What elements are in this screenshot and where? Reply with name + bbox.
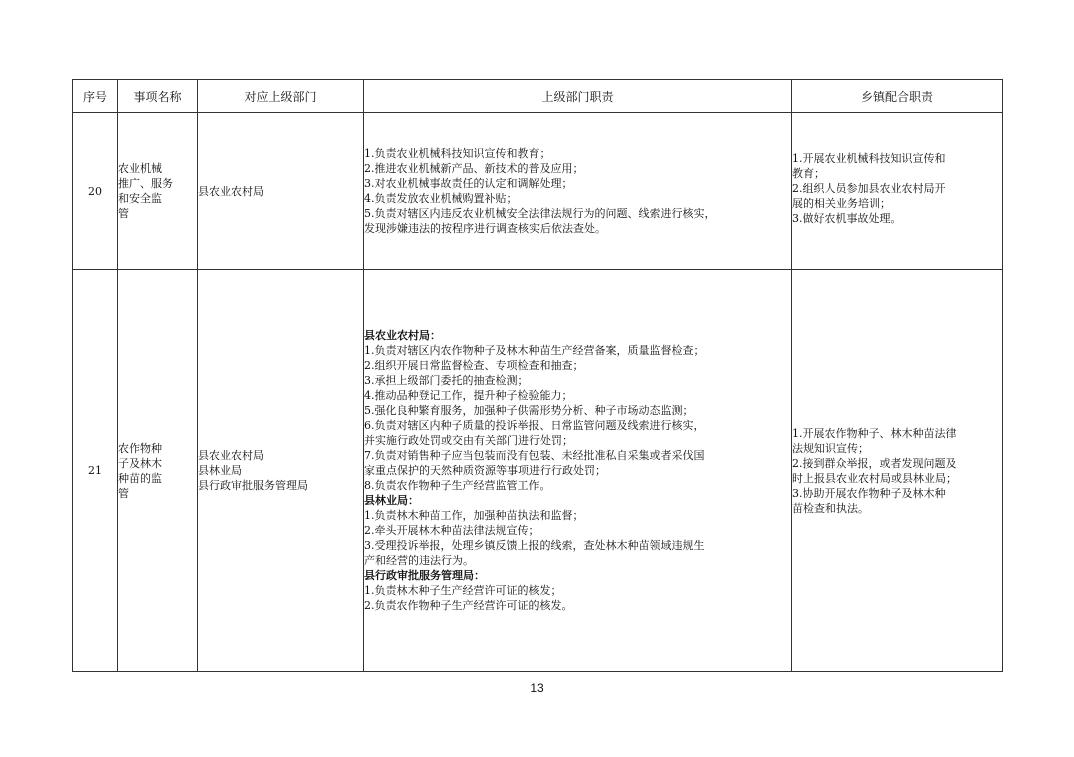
header-town-duty: 乡镇配合职责 bbox=[792, 80, 1003, 113]
row-number: 20 bbox=[88, 184, 102, 198]
town-duty-line: 2.组织人员参加县农业农村局开 bbox=[792, 181, 946, 195]
duty-line: 家重点保护的天然种质资源等事项进行行政处罚； bbox=[364, 464, 606, 477]
duty-line: 产和经营的违法行为。 bbox=[364, 554, 474, 567]
page-number: 13 bbox=[530, 681, 544, 695]
town-duty-line: 苗检查和执法。 bbox=[792, 501, 869, 515]
duty-line: 发现涉嫌违法的按程序进行调查核实后依法查处。 bbox=[364, 222, 606, 235]
duty-line: 2.推进农业机械新产品、新技术的普及应用； bbox=[364, 162, 584, 175]
duty-line: 5.负责对辖区内违反农业机械安全法律法规行为的问题、线索进行核实， bbox=[364, 207, 716, 220]
duty-line: 2.牵头开展林木种苗法律法规宣传； bbox=[364, 524, 540, 537]
duty-line: 1.负责林木种苗工作，加强种苗执法和监督； bbox=[364, 509, 584, 522]
duty-line: 3.对农业机械事故责任的认定和调解处理； bbox=[364, 177, 573, 190]
row-number-cell bbox=[73, 270, 118, 672]
superior-dept-line: 县农业农村局 bbox=[198, 184, 264, 198]
item-name-line: 和安全监 bbox=[118, 192, 162, 205]
duty-line: 1.负责林木种子生产经营许可证的核发； bbox=[364, 584, 562, 597]
duty-line: 4.推动品种登记工作，提升种子检验能力； bbox=[364, 389, 573, 402]
town-duty-list bbox=[792, 151, 1002, 226]
duty-line: 1.负责农业机械科技知识宣传和教育； bbox=[364, 147, 551, 160]
duty-table bbox=[72, 79, 1003, 672]
duty-line: 7.负责对销售种子应当包装而没有包装、未经批准私自采集或者采伐国 bbox=[364, 449, 705, 462]
row-number-cell bbox=[73, 113, 118, 270]
town-duty-cell bbox=[792, 270, 1003, 672]
header-superior-duty: 上级部门职责 bbox=[364, 80, 792, 113]
town-duty-line: 1.开展农作物种子、林木种苗法律 bbox=[792, 426, 957, 440]
header-superior-dept: 对应上级部门 bbox=[198, 80, 364, 113]
table-row bbox=[73, 270, 1003, 672]
item-name-line: 管 bbox=[118, 207, 129, 220]
item-name-line: 推广、服务 bbox=[118, 177, 173, 190]
item-name-line: 农作物种 bbox=[118, 441, 162, 455]
duty-group-heading: 县林业局： bbox=[364, 494, 419, 507]
superior-dept-cell bbox=[198, 113, 364, 270]
town-duty-line: 教育； bbox=[792, 166, 825, 180]
duty-group-heading: 县行政审批服务管理局： bbox=[364, 569, 485, 582]
duty-line: 1.负责对辖区内农作物种子及林木种苗生产经营备案，质量监督检查； bbox=[364, 344, 705, 357]
duty-line: 3.受理投诉举报，处理乡镇反馈上报的线索，查处林木种苗领域违规生 bbox=[364, 539, 705, 552]
superior-duty-cell bbox=[364, 113, 792, 270]
row-number: 21 bbox=[88, 464, 102, 477]
header-seq: 序号 bbox=[73, 80, 118, 113]
town-duty-line: 法规知识宣传； bbox=[792, 441, 869, 455]
superior-dept-line: 县农业农村局 bbox=[198, 449, 264, 462]
table-header-row bbox=[73, 80, 1003, 113]
duty-line: 2.负责农作物种子生产经营许可证的核发。 bbox=[364, 599, 573, 612]
duty-line: 5.强化良种繁育服务，加强种子供需形势分析、种子市场动态监测； bbox=[364, 404, 694, 417]
town-duty-line: 时上报县农业农村局或县林业局； bbox=[792, 471, 957, 485]
superior-dept-line: 县林业局 bbox=[198, 464, 242, 477]
town-duty-list bbox=[792, 426, 1002, 516]
town-duty-line: 1.开展农业机械科技知识宣传和 bbox=[792, 151, 946, 165]
item-name-cell bbox=[118, 270, 198, 672]
duty-line: 4.负责发放农业机械购置补贴； bbox=[364, 192, 518, 205]
item-name-line: 管 bbox=[118, 486, 129, 500]
header-item-name: 事项名称 bbox=[118, 80, 198, 113]
duty-line: 并实施行政处罚或交由有关部门进行处罚； bbox=[364, 434, 573, 447]
town-duty-cell bbox=[792, 113, 1003, 270]
duty-line: 8.负责农作物种子生产经营监管工作。 bbox=[364, 479, 551, 492]
town-duty-line: 展的相关业务培训； bbox=[792, 196, 891, 210]
duty-group-heading: 县农业农村局： bbox=[364, 329, 441, 342]
table-row bbox=[73, 113, 1003, 270]
item-name-line: 子及林木 bbox=[118, 456, 162, 470]
duty-line: 2.组织开展日常监督检查、专项检查和抽查； bbox=[364, 359, 584, 372]
item-name-line: 农业机械 bbox=[118, 162, 162, 175]
town-duty-line: 3.协助开展农作物种子及林木种 bbox=[792, 486, 946, 500]
superior-dept-line: 县行政审批服务管理局 bbox=[198, 479, 308, 492]
superior-dept-cell bbox=[198, 270, 364, 672]
item-name-cell bbox=[118, 113, 198, 270]
town-duty-line: 2.接到群众举报，或者发现问题及 bbox=[792, 456, 957, 470]
item-name-line: 种苗的监 bbox=[118, 471, 162, 485]
town-duty-line: 3.做好农机事故处理。 bbox=[792, 211, 902, 225]
superior-duty-cell bbox=[364, 270, 792, 672]
duty-line: 3.承担上级部门委托的抽查检测； bbox=[364, 374, 529, 387]
duty-line: 6.负责对辖区内种子质量的投诉举报、日常监管问题及线索进行核实， bbox=[364, 419, 705, 432]
